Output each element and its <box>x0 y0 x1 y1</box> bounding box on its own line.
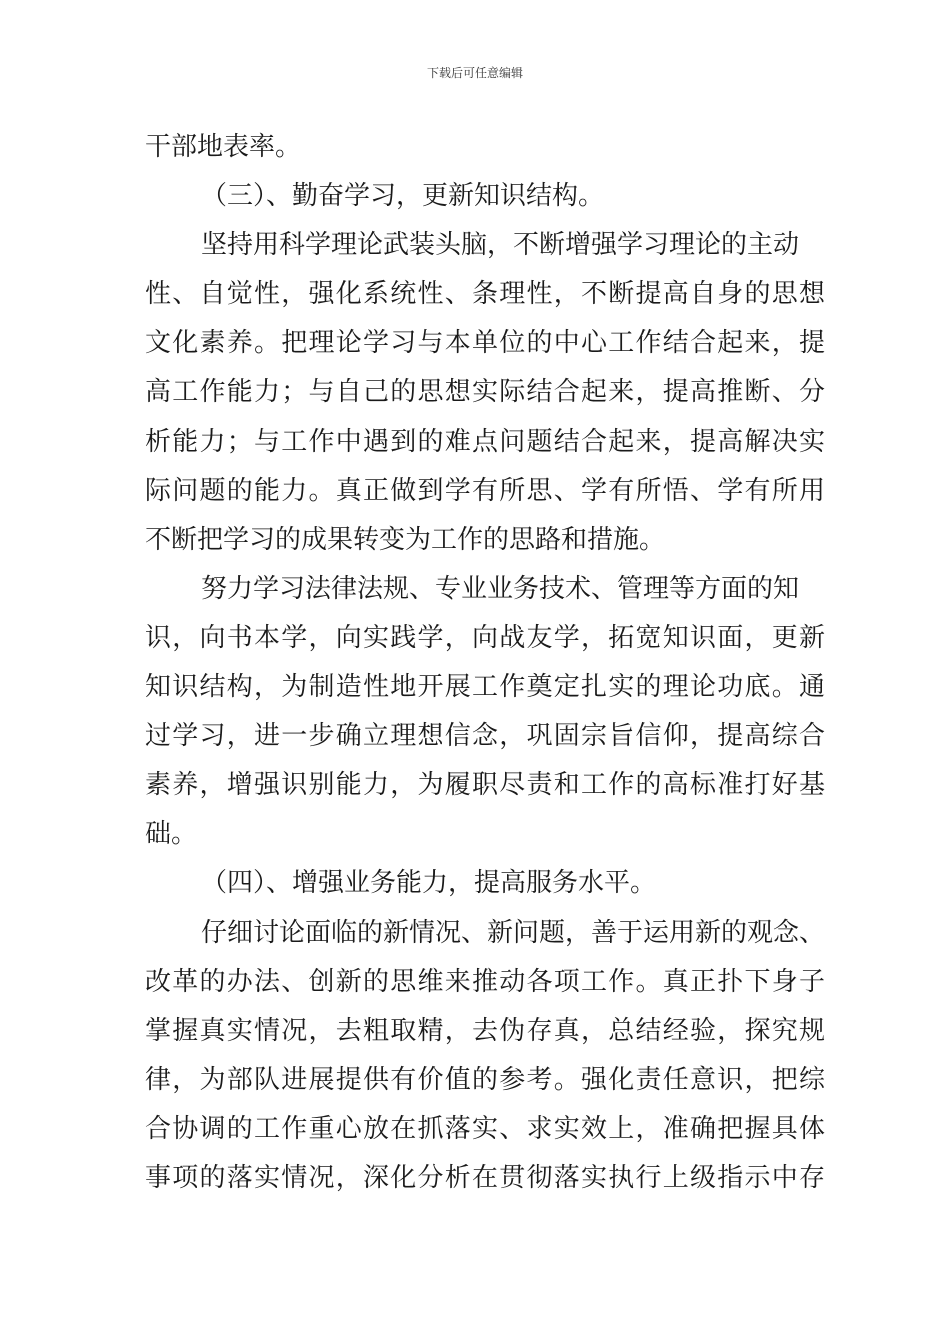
paragraph-line: 高工作能力；与自己的思想实际结合起来，提高推断、分 <box>145 377 825 408</box>
paragraph-line: 律，为部队进展提供有价值的参考。强化责任意识，把综 <box>145 1064 825 1095</box>
document-body <box>145 123 825 1203</box>
paragraph-line: 事项的落实情况，深化分析在贯彻落实执行上级指示中存 <box>145 1162 825 1193</box>
paragraph-line: 改革的办法、创新的思维来推动各项工作。真正扑下身子 <box>145 966 825 997</box>
paragraph-line: 知识结构，为制造性地开展工作奠定扎实的理论功底。通 <box>145 672 825 703</box>
paragraph-line: 坚持用科学理论武装头脑，不断增强学习理论的主动 <box>201 230 800 261</box>
paragraph-line: 干部地表率。 <box>145 132 302 162</box>
paragraph-line: 不断把学习的成果转变为工作的思路和措施。 <box>145 524 666 555</box>
paragraph-line: 努力学习法律法规、专业业务技术、管理等方面的知 <box>201 573 800 604</box>
paragraph-line: 合协调的工作重心放在抓落实、求实效上，准确把握具体 <box>145 1113 825 1144</box>
paragraph-line: 过学习，进一步确立理想信念，巩固宗旨信仰，提高综合 <box>145 721 825 752</box>
paragraph-line: 性、自觉性，强化系统性、条理性，不断提高自身的思想 <box>145 279 825 310</box>
paragraph-line: 仔细讨论面临的新情况、新问题，善于运用新的观念、 <box>201 917 826 948</box>
paragraph-line: 掌握真实情况，去粗取精，去伪存真，总结经验，探究规 <box>145 1015 825 1046</box>
paragraph-line: 析能力；与工作中遇到的难点问题结合起来，提高解决实 <box>145 426 825 457</box>
section-heading: （三）、勤奋学习，更新知识结构。 <box>201 181 605 212</box>
paragraph-line: 文化素养。把理论学习与本单位的中心工作结合起来，提 <box>145 328 825 359</box>
paragraph-line: 素养，增强识别能力，为履职尽责和工作的高标准打好基 <box>145 770 825 801</box>
paragraph-line: 础。 <box>145 819 198 850</box>
page-header-note: 下载后可任意编辑 <box>426 66 523 80</box>
paragraph-line: 际问题的能力。真正做到学有所思、学有所悟、学有所用 <box>145 475 825 506</box>
section-heading: （四）、增强业务能力，提高服务水平。 <box>201 868 657 899</box>
paragraph-line: 识，向书本学，向实践学，向战友学，拓宽知识面，更新 <box>145 622 825 653</box>
